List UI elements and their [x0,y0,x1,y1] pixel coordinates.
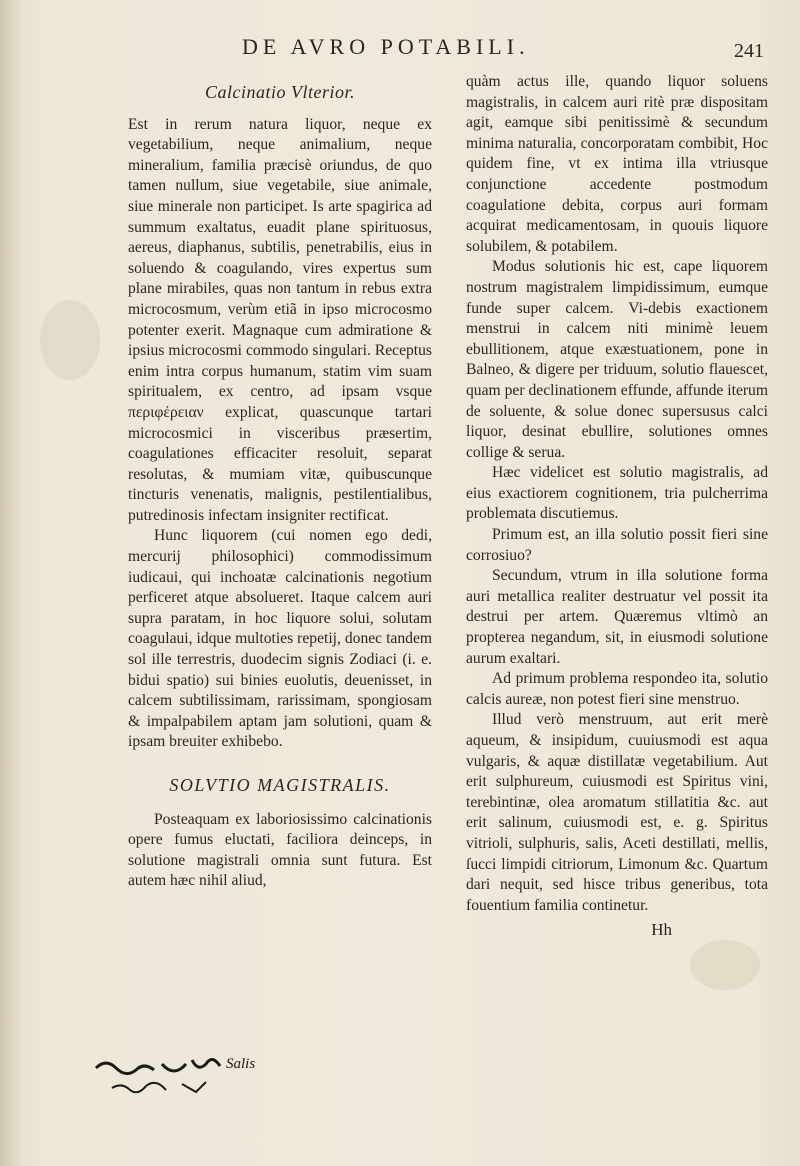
ink-note-text: Salis [226,1056,256,1072]
running-title: DE AVRO POTABILI. [242,34,530,59]
paragraph: Secundum, vtrum in illa solutione forma auri metallica realiter destruatur vel possit ita destrui per artem. Quæremus vltimò an propterea negandum, sit, in eiusmodi solutione aurum exaltari. [466,567,768,667]
paragraph: Illud verò menstruum, aut erit merè aqueum, & insipidum, cuuiusmodi est aqua vulgaris, & aquæ distillatæ vegetabilium. Aut erit sulphureum, cuiusmodi est Spiritus vini, terebintinæ, olea aromatum stillatitia &c. aut erit salinum, cuiusmodi est, e. g. Spiritus vitrioli, sulphuris, salis, Aceti destillati, mellis, ſucci limpidi citriorum, Limonum &c. Quartum dari nequit, sed hisce tribus generibus, tota fouentium familia continetur. [466,711,768,914]
catchword: Hh [651,920,672,940]
paragraph: Ad primum problema respondeo ita, solutio calcis aureæ, non potest fieri sine menstruo. [466,670,768,708]
paragraph: Hæc videlicet est solutio magistralis, ad eius exactiorem cognitionem, tria pulcherrima problemata discutiemus. [466,464,768,523]
section-heading: SOLVTIO MAGISTRALIS. [169,775,391,795]
right-column [466,72,768,941]
page-number: 241 [734,40,764,62]
section-heading: Calcinatio Vlterior. [204,82,355,102]
paper-stain [40,300,100,380]
paper-stain [690,940,760,990]
paragraph: Modus solutionis hic est, cape liquorem nostrum magistralem limpidissimum, eumque funde super calcem. Vi-debis exactionem menstrui in calcem niti minimè leuem ebullitionem, atque exæstuationem, pone in Balneo, & digere per triduum, solutio flauescet, quam per declinationem effunde, affunde iterum de soluente, & solue donec supersusus calci liquor, desinat ebullire, solutiones omnes collige & serua. [466,258,768,461]
handwritten-ink-marginalia [92,1054,292,1102]
paragraph: quàm actus ille, quando liquor soluens magistralis, in calcem auri ritè præ dispositam agit, eamque sibi penitissimè & secundum minima naturalia, concorporatam combibit, Hoc quidem fine, vt ex intima illa vtriusque conjunctione accedente postmodum coagulatione debita, corpus auri formam acquirat medicamentosam, in quouis liquore solubilem, & potabilem. [466,73,768,255]
paragraph: Est in rerum natura liquor, neque ex vegetabilium, neque animalium, neque mineralium, familia præcisè oriundus, de quo tamen nullum, siue vegetabile, siue animale, siue minerale non participet. Is arte spagirica ad summum exaltatus, euadit plane spirituosus, aereus, diaphanus, subtilis, penetrabilis, eius in soluendo & coagulando, vires expertus sum plane mirabiles, quas non tantum in rebus extra microcosmum, verùm etiã in ipso microcosmo potenter exerit. Magnaque cum admiratione & ipsius microcosmi commodo singulari. Receptus enim intra corpus humanum, statim vim suam spiritualem, ex centro, ad ipsam vsque περιφέρειαν explicat, quascunque tartari microcosmici in visceribus præsertim, coagulationes efficaciter resoluit, separat resolutas, & mumiam vitæ, quibuscunque tincturis venenatis, malignis, pestilentialibus, putredinosis infectam insigniter rectificat. [128,115,432,524]
paragraph: Hunc liquorem (cui nomen ego dedi, mercurij philosophici) commodissimum iudicaui, qui inchoatæ calcinationis negotium perficeret atque absolueret. Itaque calcem auri supra paratam, in hoc liquore solui, solutam coagulaui, idque multoties repetij, donec tandem sol ille terrestris, duodecim signis Zodiaci (i. e. bidui spatio) sui binies euolutis, deuenisset, in calcem subtilissimam, rarissimam, spongiosam & impalpabilem aptam jam solutioni, quam & ipsam breuiter exhibebo. [128,527,432,751]
paragraph: Primum est, an illa solutio possit fieri sine corrosiuo? [466,526,768,564]
page-gutter-shadow [0,0,22,1166]
paragraph: Posteaquam ex laboriosissimo calcinationis opere fumus eluctati, faciliora deinceps, in solutione magistrali omnia sunt futura. Est autem hæc nihil aliud, [128,810,432,890]
left-column [128,72,432,892]
running-head [0,34,800,70]
